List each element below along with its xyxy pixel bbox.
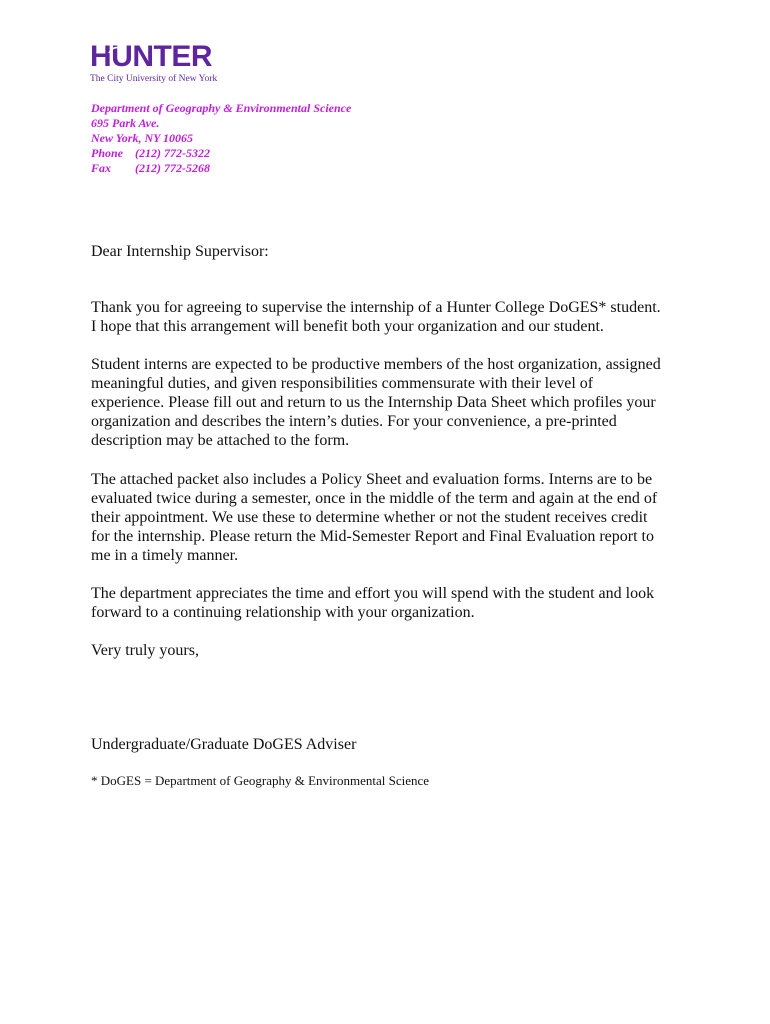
fax-line <box>91 161 351 176</box>
paragraph-line: forward to a continuing relationship with your organization. <box>91 604 475 621</box>
paragraph-2 <box>91 355 691 450</box>
salutation: Dear Internship Supervisor: <box>91 243 269 260</box>
paragraph-line: description may be attached to the form. <box>91 432 350 449</box>
paragraph-line: meaningful duties, and given responsibilities commensurate with their level of <box>91 375 594 392</box>
paragraph-1 <box>91 298 691 336</box>
footnote: * DoGES = Department of Geography & Environmental Science <box>91 773 430 788</box>
paragraph-line: me in a timely manner. <box>91 547 239 564</box>
phone-number: (212) 772-5322 <box>135 146 210 160</box>
paragraph-4 <box>91 584 691 622</box>
department-address <box>91 101 351 176</box>
paragraph-line: The department appreciates the time and effort you will spend with the student and look <box>91 585 655 602</box>
city-state-zip: New York, NY 10065 <box>91 131 193 145</box>
fax-label: Fax <box>91 161 112 175</box>
logo-swoosh-icon <box>108 45 120 54</box>
paragraph-line: Student interns are expected to be productive members of the host organization, assigned <box>91 356 661 373</box>
fax-number: (212) 772-5268 <box>135 161 210 175</box>
street-address: 695 Park Ave. <box>91 116 160 130</box>
paragraph-line: organization and describes the intern’s duties. For your convenience, a pre-printed <box>91 413 617 430</box>
paragraph-line: The attached packet also includes a Policy Sheet and evaluation forms. Interns are to be <box>91 471 653 488</box>
paragraph-line: for the internship. Please return the Mid-Semester Report and Final Evaluation report to <box>91 528 654 545</box>
paragraph-line: their appointment. We use these to determine whether or not the student receives credit <box>91 509 648 526</box>
paragraph-line: evaluated twice during a semester, once in the middle of the term and again at the end of <box>91 490 658 507</box>
signature-title: Undergraduate/Graduate DoGES Adviser <box>91 736 357 753</box>
logo-subtitle: The City University of New York <box>90 74 218 84</box>
paragraph-line: experience. Please fill out and return to us the Internship Data Sheet which profiles your <box>91 394 656 411</box>
phone-line <box>91 146 351 161</box>
closing: Very truly yours, <box>91 642 199 659</box>
phone-label: Phone <box>91 146 124 160</box>
hunter-logo <box>90 42 230 85</box>
department-name: Department of Geography & Environmental Science <box>91 101 352 115</box>
paragraph-3 <box>91 470 691 565</box>
logo-wordmark: HUNTER <box>90 40 212 73</box>
paragraph-line: Thank you for agreeing to supervise the internship of a Hunter College DoGES* student. <box>91 299 661 316</box>
paragraph-line: I hope that this arrangement will benefit both your organization and our student. <box>91 318 604 335</box>
